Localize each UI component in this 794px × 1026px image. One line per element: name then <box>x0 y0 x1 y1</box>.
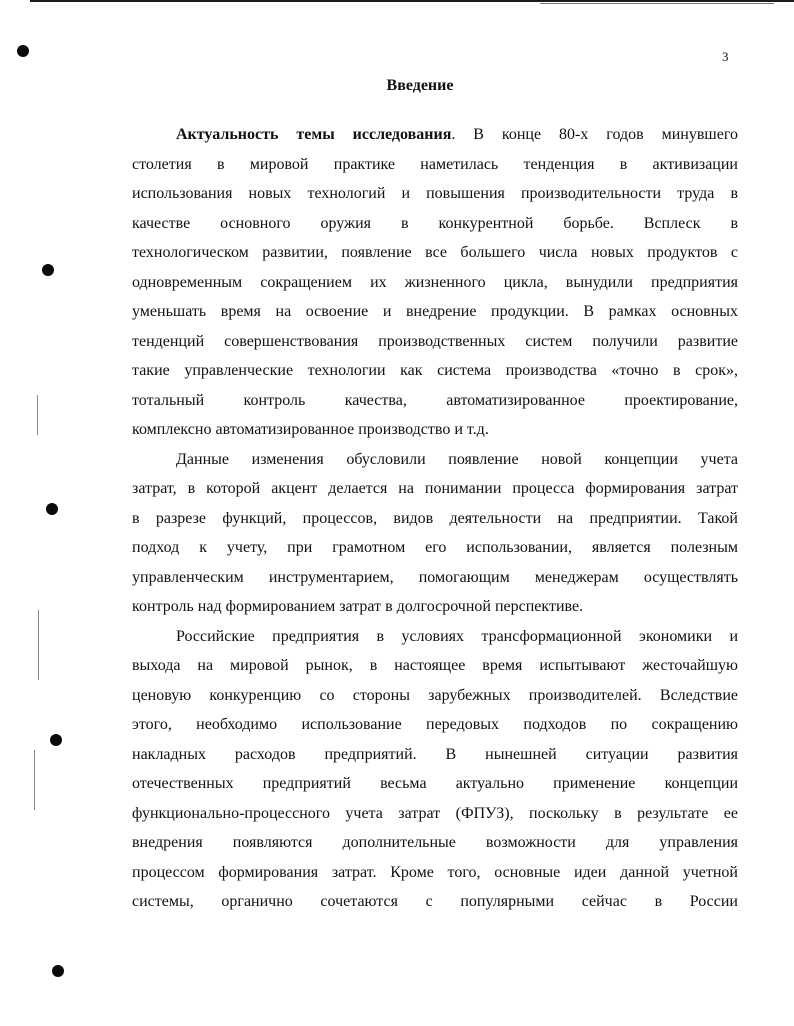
binder-hole <box>46 503 58 515</box>
text-line: комплексно автоматизированное производство и т.д. <box>132 421 489 438</box>
section-heading: Введение <box>386 77 454 94</box>
paragraph-relevance <box>132 120 738 445</box>
text-line: затрат, в которой акцент делается на понимании процесса формирования затрат <box>132 480 738 497</box>
text-line: тотальный контроль качества, автоматизированное проектирование, <box>132 391 738 409</box>
text-line: уменьшать время на освоение и внедрение продукции. В рамках основных <box>132 303 738 320</box>
text-line: выхода на мировой рынок, в настоящее время испытывают жесточайшую <box>132 657 738 674</box>
paragraph-cost-concept <box>132 445 738 622</box>
binder-hole <box>17 45 29 57</box>
text-line: управленческим инструментарием, помогающим менеджерам осуществлять <box>132 568 738 586</box>
text-line: функционально-процессного учета затрат (ФПУЗ), поскольку в результате ее <box>132 804 738 822</box>
text-line: одновременным сокращением их жизненного цикла, вынудили предприятия <box>132 273 738 291</box>
text-line: технологическом развитии, появление все большего числа новых продуктов с <box>132 244 738 261</box>
text-line: использования новых технологий и повышения производительности труда в <box>132 185 738 202</box>
text-line: контроль над формированием затрат в долгосрочной перспективе. <box>132 598 584 615</box>
scan-top-edge <box>30 0 794 2</box>
binder-hole <box>42 264 54 276</box>
text-line: тенденций совершенствования производственных систем получили развитие <box>132 332 738 350</box>
paragraph-russian-enterprises <box>132 622 738 917</box>
text-line: в разрезе функций, процессов, видов деятельности на предприятии. Такой <box>132 509 738 527</box>
text-line: столетия в мировой практике наметилась тенденция в активизации <box>132 155 738 173</box>
scan-speck <box>34 750 35 810</box>
text-line: этого, необходимо использование передовых подходов по сокращению <box>132 716 738 733</box>
text-line: Актуальность темы исследования. В конце 80-х годов минувшего <box>176 126 739 143</box>
text-line: качестве основного оружия в конкурентной борьбе. Всплеск в <box>132 214 738 232</box>
text-line: процессом формирования затрат. Кроме того, основные идеи данной учетной <box>132 863 738 881</box>
text-line: Российские предприятия в условиях трансформационной экономики и <box>176 627 738 645</box>
text-line: ценовую конкуренцию со стороны зарубежных производителей. Вследствие <box>132 686 738 704</box>
scan-speck <box>38 610 39 680</box>
binder-hole <box>52 965 64 977</box>
page-number: 3 <box>722 49 729 64</box>
text-line: отечественных предприятий весьма актуально применение концепции <box>132 775 738 792</box>
scan-top-edge-thin <box>540 3 774 4</box>
scan-speck <box>37 395 38 435</box>
paragraph-lead-bold: Актуальность темы исследования <box>176 126 452 143</box>
text-line: такие управленческие технологии как система производства «точно в срок», <box>132 362 738 379</box>
text-line: накладных расходов предприятий. В нынешней ситуации развития <box>132 745 738 763</box>
body-text <box>132 120 738 917</box>
text-line: Данные изменения обусловили появление новой концепции учета <box>176 450 738 468</box>
binder-hole <box>50 734 62 746</box>
text-line: подход к учету, при грамотном его использовании, является полезным <box>132 539 738 556</box>
text-line: внедрения появляются дополнительные возможности для управления <box>132 834 738 851</box>
text-line: системы, органично сочетаются с популярными сейчас в России <box>132 893 738 910</box>
